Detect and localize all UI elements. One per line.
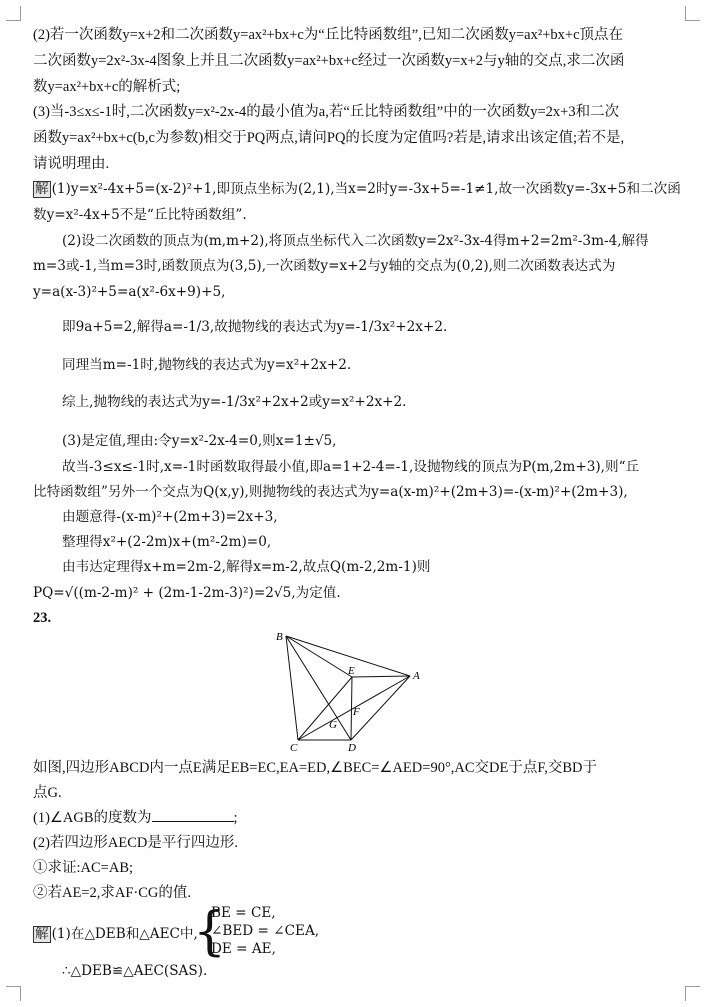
vertex-label-f: F xyxy=(353,706,360,718)
question-line: 二次函数y=2x²-3x-4图象上并且二次函数y=ax²+bx+c经过一次函数y=x+2与y轴的交点,求二次函 xyxy=(33,53,625,69)
answer-line: ∴△DEB≌△AEC(SAS). xyxy=(62,963,208,979)
question-line: 函数y=ax²+bx+c(b,c为参数)相交于PQ两点,请问PQ的长度为定值吗?若是,请求出该定值;若不是, xyxy=(33,130,625,146)
question-line: 如图,四边形ABCD内一点E满足EB=EC,EA=ED,∠BEC=∠AED=90°,AC交DE于点F,交BD于 xyxy=(33,760,598,776)
page-corner-mark xyxy=(685,986,700,1001)
question-line: (2)若一次函数y=x+2和二次函数y=ax²+bx+c为“丘比特函数组”,已知二次函数y=ax²+bx+c顶点在 xyxy=(33,27,624,43)
answer-line: PQ=√((m-2-m)² + (2m-1-2m-3)²)=2√5,为定值. xyxy=(33,585,341,601)
answer-line: 数y=x²-4x+5不是“丘比特函数组”. xyxy=(33,207,247,223)
answer-text: (1)在△DEB和△AEC中, xyxy=(51,926,198,942)
answer-line xyxy=(33,180,681,198)
system-row: ∠BED = ∠CEA, xyxy=(211,923,320,939)
answer-line: 故当-3≤x≤-1时,x=-1时函数取得最小值,即a=1+2-4=-1,设抛物线的顶点为P(m,2m+3),则“丘 xyxy=(62,459,640,475)
answer-line: (3)是定值,理由:令y=x²-2x-4=0,则x=1±√5, xyxy=(62,433,337,449)
question-text: ; xyxy=(233,810,238,826)
answer-line: m=3或-1,当m=3时,函数顶点为(3,5),一次函数y=x+2与y轴的交点为(0,2),则二次函数表达式为 xyxy=(33,258,616,274)
answer-line: 比特函数组”另外一个交点为Q(x,y),则抛物线的表达式为y=a(x-m)²+(2m+3)=-(x-m)²+(2m+3), xyxy=(33,484,628,500)
page-corner-mark xyxy=(6,6,21,21)
answer-line: y=a(x-3)²+5=a(x²-6x+9)+5, xyxy=(33,284,226,300)
answer-line: 整理得x²+(2-2m)x+(m²-2m)=0, xyxy=(62,534,272,550)
question-line: (2)若四边形AECD是平行四边形. xyxy=(33,835,239,851)
question-line: ②若AE=2,求AF·CG的值. xyxy=(33,885,192,901)
question-line: 数y=ax²+bx+c的解析式; xyxy=(33,79,181,95)
page-corner-mark xyxy=(685,6,700,21)
quadrilateral-figure xyxy=(270,626,430,752)
question-line: 请说明理由. xyxy=(33,156,110,172)
answer-text: (1)y=x²-4x+5=(x-2)²+1,即顶点坐标为(2,1),当x=2时y=-3x+5=-1≠1,故一次函数y=-3x+5和二次函 xyxy=(51,181,681,197)
vertex-label-b: B xyxy=(276,631,283,643)
answer-line xyxy=(33,922,198,943)
question-number: 23. xyxy=(33,610,52,626)
question-line: ①求证:AC=AB; xyxy=(33,860,134,876)
vertex-label-e: E xyxy=(348,665,355,677)
question-line: (3)当-3≤x≤-1时,二次函数y=x²-2x-4的最小值为a,若“丘比特函数组”中的一次函数y=2x+3和二次 xyxy=(33,104,620,120)
vertex-label-c: C xyxy=(290,742,298,752)
answer-line: 由韦达定理得x+m=2m-2,解得x=m-2,故点Q(m-2,2m-1)则 xyxy=(62,559,431,575)
answer-line: (2)设二次函数的顶点为(m,m+2),将顶点坐标代入二次函数y=2x²-3x-4得m+2=2m²-3m-4,解得 xyxy=(62,233,649,249)
answer-tag: 解 xyxy=(35,181,49,197)
answer-line: 由题意得-(x-m)²+(2m+3)=2x+3, xyxy=(62,509,278,525)
answer-line: 同理当m=-1时,抛物线的表达式为y=x²+2x+2. xyxy=(62,357,352,373)
question-text: (1)∠AGB的度数为 xyxy=(33,810,152,826)
system-row: DE = AE, xyxy=(211,941,276,957)
page-corner-mark xyxy=(6,986,21,1001)
answer-line: 即9a+5=2,解得a=-1/3,故抛物线的表达式为y=-1/3x²+2x+2. xyxy=(62,319,448,335)
system-row: BE = CE, xyxy=(211,905,276,921)
answer-tag: 解 xyxy=(35,926,49,942)
answer-line: 综上,抛物线的表达式为y=-1/3x²+2x+2或y=x²+2x+2. xyxy=(62,394,407,410)
question-line xyxy=(33,809,665,827)
brace-symbol: { xyxy=(193,902,227,962)
vertex-label-d: D xyxy=(348,742,356,752)
answer-blank xyxy=(152,809,234,822)
question-line: 点G. xyxy=(33,785,62,801)
vertex-label-g: G xyxy=(329,719,337,731)
vertex-label-a: A xyxy=(413,670,420,682)
